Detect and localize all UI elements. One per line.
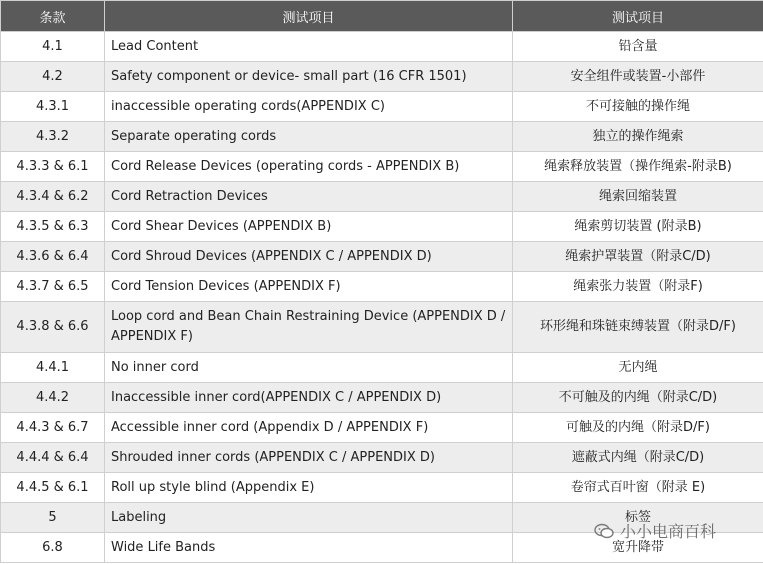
clause-cell: 4.3.1 [1,92,105,122]
table-row [1,413,763,443]
item-cell: Lead Content [105,32,513,62]
clause-cell: 4.3.5 & 6.3 [1,212,105,242]
item-cell: Cord Retraction Devices [105,182,513,212]
header-row [1,1,763,32]
table-row [1,122,763,152]
cn-cell: 宽升降带 [513,533,763,563]
cn-cell: 绳索回缩装置 [513,182,763,212]
item-cell: inaccessible operating cords(APPENDIX C) [105,92,513,122]
table-row [1,62,763,92]
cn-cell: 不可接触的操作绳 [513,92,763,122]
clause-cell: 4.3.4 & 6.2 [1,182,105,212]
wechat-icon [594,523,614,539]
cn-cell: 卷帘式百叶窗（附录 E) [513,473,763,503]
table-row [1,32,763,62]
cn-cell: 绳索护罩装置（附录C/D) [513,242,763,272]
item-cell: Cord Tension Devices (APPENDIX F) [105,272,513,302]
clause-cell: 6.8 [1,533,105,563]
cn-cell: 绳索剪切装置 (附录B) [513,212,763,242]
clause-cell: 4.4.2 [1,383,105,413]
cn-cell: 铅含量 [513,32,763,62]
clause-cell: 4.4.1 [1,353,105,383]
clause-cell: 4.4.5 & 6.1 [1,473,105,503]
clause-cell: 4.3.6 & 6.4 [1,242,105,272]
clause-cell: 4.3.8 & 6.6 [1,302,105,353]
clause-cell: 5 [1,503,105,533]
cn-cell: 环形绳和珠链束缚装置（附录D/F) [513,302,763,353]
table-row [1,302,763,353]
table-row [1,212,763,242]
table-row [1,353,763,383]
cn-cell: 可触及的内绳（附录D/F) [513,413,763,443]
clause-cell: 4.3.2 [1,122,105,152]
watermark-text: 小小电商百科 [620,522,717,541]
cn-cell: 遮蔽式内绳（附录C/D) [513,443,763,473]
table-row [1,92,763,122]
cn-cell: 绳索释放装置（操作绳索-附录B) [513,152,763,182]
clause-cell: 4.1 [1,32,105,62]
table-row [1,152,763,182]
cn-cell: 安全组件或装置-小部件 [513,62,763,92]
cn-cell: 标签 [513,503,763,533]
cn-cell: 独立的操作绳索 [513,122,763,152]
item-cell: Cord Shear Devices (APPENDIX B) [105,212,513,242]
item-cell: Inaccessible inner cord(APPENDIX C / APPENDIX D) [105,383,513,413]
clause-cell: 4.4.3 & 6.7 [1,413,105,443]
table-row [1,383,763,413]
header-clause: 条款 [1,1,105,32]
item-cell: Cord Release Devices (operating cords - APPENDIX B) [105,152,513,182]
table-row [1,242,763,272]
table-row [1,443,763,473]
item-cell: No inner cord [105,353,513,383]
cn-cell: 不可触及的内绳（附录C/D) [513,383,763,413]
table-row [1,182,763,212]
item-cell: Safety component or device- small part (16 CFR 1501) [105,62,513,92]
header-test-item-cn: 测试项目 [513,1,763,32]
item-cell: Roll up style blind (Appendix E) [105,473,513,503]
item-cell: Wide Life Bands [105,533,513,563]
watermark [594,519,716,542]
table-row [1,272,763,302]
header-test-item: 测试项目 [105,1,513,32]
cn-cell: 无内绳 [513,353,763,383]
clause-cell: 4.3.3 & 6.1 [1,152,105,182]
clause-cell: 4.3.7 & 6.5 [1,272,105,302]
item-cell: Accessible inner cord (Appendix D / APPENDIX F) [105,413,513,443]
clause-cell: 4.2 [1,62,105,92]
item-cell: Labeling [105,503,513,533]
clause-cell: 4.4.4 & 6.4 [1,443,105,473]
item-cell: Loop cord and Bean Chain Restraining Device (APPENDIX D / APPENDIX F) [105,302,513,353]
item-cell: Shrouded inner cords (APPENDIX C / APPENDIX D) [105,443,513,473]
table-row [1,473,763,503]
item-cell: Cord Shroud Devices (APPENDIX C / APPENDIX D) [105,242,513,272]
cn-cell: 绳索张力装置（附录F) [513,272,763,302]
item-cell: Separate operating cords [105,122,513,152]
